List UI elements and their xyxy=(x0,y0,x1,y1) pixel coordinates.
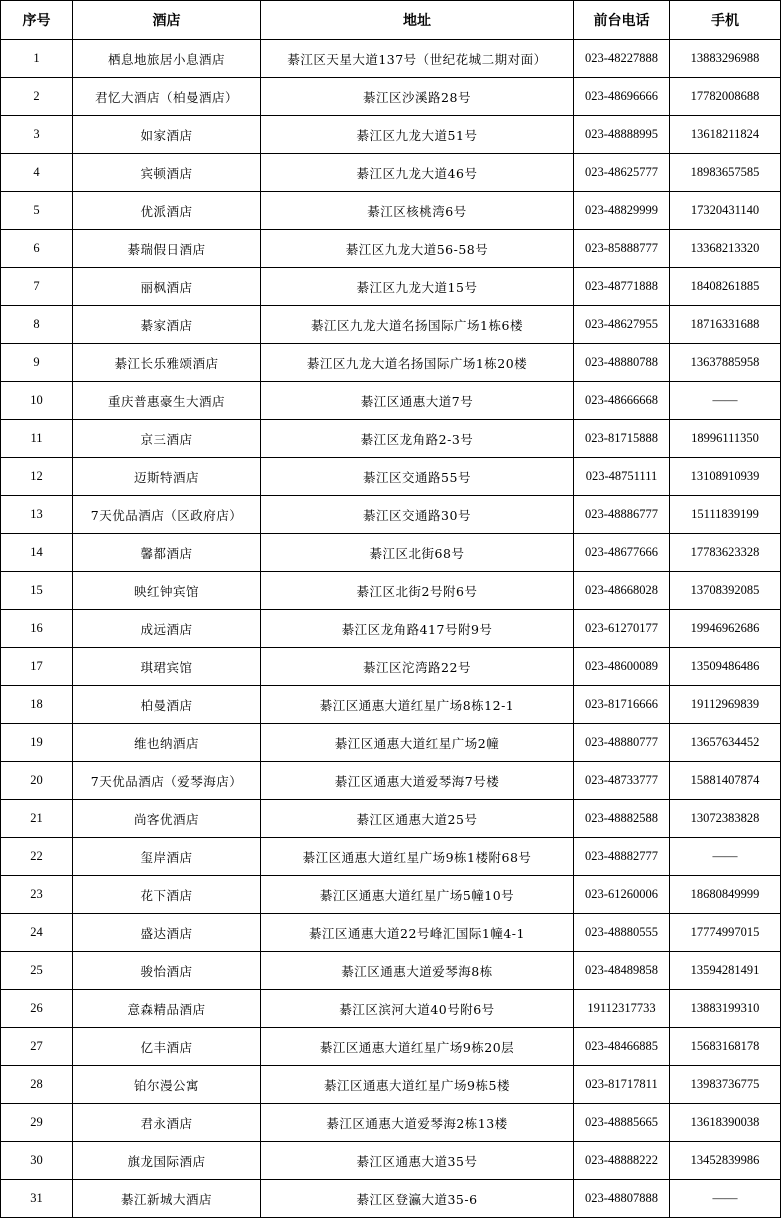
header-address: 地址 xyxy=(261,1,574,40)
header-front-desk-phone: 前台电话 xyxy=(574,1,670,40)
cell-hotel-name: 綦家酒店 xyxy=(73,306,261,344)
cell-address: 綦江区通惠大道爱琴海2栋13楼 xyxy=(261,1104,574,1142)
cell-no: 6 xyxy=(1,230,73,268)
cell-front-desk-phone: 023-48751111 xyxy=(574,458,670,496)
table-row xyxy=(1,192,781,230)
cell-front-desk-phone: 023-48829999 xyxy=(574,192,670,230)
cell-hotel-name: 映红钟宾馆 xyxy=(73,572,261,610)
cell-address: 綦江区通惠大道红星广场9栋1楼附68号 xyxy=(261,838,574,876)
cell-no: 20 xyxy=(1,762,73,800)
cell-front-desk-phone: 023-81715888 xyxy=(574,420,670,458)
cell-front-desk-phone: 023-48677666 xyxy=(574,534,670,572)
cell-address: 綦江区通惠大道爱琴海8栋 xyxy=(261,952,574,990)
table-row xyxy=(1,154,781,192)
cell-hotel-name: 盛达酒店 xyxy=(73,914,261,952)
cell-address: 綦江区九龙大道46号 xyxy=(261,154,574,192)
cell-address: 綦江区登瀛大道35-6 xyxy=(261,1180,574,1218)
cell-no: 18 xyxy=(1,686,73,724)
cell-address: 綦江区九龙大道15号 xyxy=(261,268,574,306)
cell-no: 31 xyxy=(1,1180,73,1218)
table-row xyxy=(1,344,781,382)
cell-hotel-name: 骏怡酒店 xyxy=(73,952,261,990)
cell-hotel-name: 重庆普惠豪生大酒店 xyxy=(73,382,261,420)
cell-mobile: 13072383828 xyxy=(670,800,781,838)
cell-mobile: 17320431140 xyxy=(670,192,781,230)
cell-hotel-name: 尚客优酒店 xyxy=(73,800,261,838)
table-row xyxy=(1,648,781,686)
cell-no: 24 xyxy=(1,914,73,952)
cell-no: 21 xyxy=(1,800,73,838)
cell-address: 綦江区沱湾路22号 xyxy=(261,648,574,686)
cell-mobile: 13657634452 xyxy=(670,724,781,762)
cell-hotel-name: 馨都酒店 xyxy=(73,534,261,572)
cell-no: 2 xyxy=(1,78,73,116)
cell-front-desk-phone: 023-48886777 xyxy=(574,496,670,534)
cell-no: 22 xyxy=(1,838,73,876)
cell-address: 綦江区九龙大道名扬国际广场1栋6楼 xyxy=(261,306,574,344)
cell-address: 綦江区九龙大道51号 xyxy=(261,116,574,154)
cell-mobile: 13368213320 xyxy=(670,230,781,268)
table-row xyxy=(1,952,781,990)
cell-mobile: —— xyxy=(670,838,781,876)
cell-hotel-name: 花下酒店 xyxy=(73,876,261,914)
table-row xyxy=(1,990,781,1028)
cell-no: 10 xyxy=(1,382,73,420)
table-row xyxy=(1,1142,781,1180)
cell-hotel-name: 成远酒店 xyxy=(73,610,261,648)
cell-address: 綦江区龙角路417号附9号 xyxy=(261,610,574,648)
cell-no: 23 xyxy=(1,876,73,914)
header-mobile: 手机 xyxy=(670,1,781,40)
cell-front-desk-phone: 023-48880777 xyxy=(574,724,670,762)
cell-mobile: 13594281491 xyxy=(670,952,781,990)
table-row xyxy=(1,686,781,724)
table-body xyxy=(1,40,781,1218)
cell-mobile: —— xyxy=(670,382,781,420)
cell-mobile: 13708392085 xyxy=(670,572,781,610)
cell-no: 30 xyxy=(1,1142,73,1180)
header-row xyxy=(1,1,781,40)
cell-hotel-name: 玺岸酒店 xyxy=(73,838,261,876)
cell-front-desk-phone: 023-48466885 xyxy=(574,1028,670,1066)
cell-no: 15 xyxy=(1,572,73,610)
cell-address: 綦江区通惠大道35号 xyxy=(261,1142,574,1180)
cell-hotel-name: 7天优品酒店（爱琴海店） xyxy=(73,762,261,800)
cell-hotel-name: 宾顿酒店 xyxy=(73,154,261,192)
cell-mobile: 18408261885 xyxy=(670,268,781,306)
cell-mobile: 18716331688 xyxy=(670,306,781,344)
cell-mobile: 15111839199 xyxy=(670,496,781,534)
cell-mobile: 15683168178 xyxy=(670,1028,781,1066)
cell-hotel-name: 綦瑞假日酒店 xyxy=(73,230,261,268)
cell-mobile: —— xyxy=(670,1180,781,1218)
cell-mobile: 15881407874 xyxy=(670,762,781,800)
cell-front-desk-phone: 023-81717811 xyxy=(574,1066,670,1104)
table-row xyxy=(1,382,781,420)
cell-no: 14 xyxy=(1,534,73,572)
cell-mobile: 18680849999 xyxy=(670,876,781,914)
cell-address: 綦江区通惠大道红星广场9栋5楼 xyxy=(261,1066,574,1104)
cell-no: 25 xyxy=(1,952,73,990)
cell-hotel-name: 君忆大酒店（柏曼酒店） xyxy=(73,78,261,116)
table-row xyxy=(1,724,781,762)
table-row xyxy=(1,1028,781,1066)
cell-hotel-name: 亿丰酒店 xyxy=(73,1028,261,1066)
cell-address: 綦江区通惠大道红星广场5幢10号 xyxy=(261,876,574,914)
cell-mobile: 18996111350 xyxy=(670,420,781,458)
cell-mobile: 13452839986 xyxy=(670,1142,781,1180)
table-row xyxy=(1,306,781,344)
cell-no: 5 xyxy=(1,192,73,230)
cell-front-desk-phone: 023-48880788 xyxy=(574,344,670,382)
cell-no: 1 xyxy=(1,40,73,78)
cell-front-desk-phone: 023-48227888 xyxy=(574,40,670,78)
cell-mobile: 13618211824 xyxy=(670,116,781,154)
cell-front-desk-phone: 023-48888995 xyxy=(574,116,670,154)
cell-address: 綦江区通惠大道25号 xyxy=(261,800,574,838)
cell-hotel-name: 7天优品酒店（区政府店） xyxy=(73,496,261,534)
cell-front-desk-phone: 023-48696666 xyxy=(574,78,670,116)
table-row xyxy=(1,534,781,572)
cell-mobile: 13108910939 xyxy=(670,458,781,496)
cell-address: 綦江区九龙大道名扬国际广场1栋20楼 xyxy=(261,344,574,382)
cell-address: 綦江区龙角路2-3号 xyxy=(261,420,574,458)
cell-mobile: 17782008688 xyxy=(670,78,781,116)
cell-front-desk-phone: 023-48666668 xyxy=(574,382,670,420)
cell-address: 綦江区通惠大道红星广场9栋20层 xyxy=(261,1028,574,1066)
cell-hotel-name: 京三酒店 xyxy=(73,420,261,458)
cell-no: 26 xyxy=(1,990,73,1028)
table-row xyxy=(1,420,781,458)
cell-front-desk-phone: 023-48807888 xyxy=(574,1180,670,1218)
table-row xyxy=(1,800,781,838)
cell-hotel-name: 柏曼酒店 xyxy=(73,686,261,724)
cell-address: 綦江区沙溪路28号 xyxy=(261,78,574,116)
cell-front-desk-phone: 19112317733 xyxy=(574,990,670,1028)
cell-address: 綦江区通惠大道7号 xyxy=(261,382,574,420)
table-header xyxy=(1,1,781,40)
cell-address: 綦江区滨河大道40号附6号 xyxy=(261,990,574,1028)
table-row xyxy=(1,458,781,496)
table-row xyxy=(1,1180,781,1218)
cell-address: 綦江区北街68号 xyxy=(261,534,574,572)
table-row xyxy=(1,838,781,876)
cell-no: 8 xyxy=(1,306,73,344)
table-row xyxy=(1,1104,781,1142)
table-row xyxy=(1,1066,781,1104)
cell-front-desk-phone: 023-48771888 xyxy=(574,268,670,306)
cell-mobile: 18983657585 xyxy=(670,154,781,192)
cell-mobile: 13637885958 xyxy=(670,344,781,382)
cell-mobile: 13883199310 xyxy=(670,990,781,1028)
cell-address: 綦江区天星大道137号（世纪花城二期对面） xyxy=(261,40,574,78)
table-row xyxy=(1,78,781,116)
table-row xyxy=(1,610,781,648)
cell-front-desk-phone: 023-48880555 xyxy=(574,914,670,952)
table-row xyxy=(1,762,781,800)
cell-mobile: 13983736775 xyxy=(670,1066,781,1104)
cell-address: 綦江区通惠大道爱琴海7号楼 xyxy=(261,762,574,800)
cell-front-desk-phone: 023-61260006 xyxy=(574,876,670,914)
cell-address: 綦江区通惠大道红星广场2幢 xyxy=(261,724,574,762)
cell-hotel-name: 铂尔漫公寓 xyxy=(73,1066,261,1104)
cell-address: 綦江区通惠大道红星广场8栋12-1 xyxy=(261,686,574,724)
cell-no: 9 xyxy=(1,344,73,382)
cell-front-desk-phone: 023-81716666 xyxy=(574,686,670,724)
cell-no: 17 xyxy=(1,648,73,686)
cell-no: 16 xyxy=(1,610,73,648)
table-row xyxy=(1,268,781,306)
cell-address: 綦江区北街2号附6号 xyxy=(261,572,574,610)
table-row xyxy=(1,876,781,914)
cell-no: 27 xyxy=(1,1028,73,1066)
cell-mobile: 13509486486 xyxy=(670,648,781,686)
cell-hotel-name: 君永酒店 xyxy=(73,1104,261,1142)
header-hotel: 酒店 xyxy=(73,1,261,40)
cell-mobile: 13618390038 xyxy=(670,1104,781,1142)
cell-hotel-name: 綦江新城大酒店 xyxy=(73,1180,261,1218)
table-row xyxy=(1,116,781,154)
cell-front-desk-phone: 023-48882777 xyxy=(574,838,670,876)
table-row xyxy=(1,572,781,610)
cell-hotel-name: 优派酒店 xyxy=(73,192,261,230)
cell-mobile: 13883296988 xyxy=(670,40,781,78)
cell-hotel-name: 旗龙国际酒店 xyxy=(73,1142,261,1180)
cell-front-desk-phone: 023-48668028 xyxy=(574,572,670,610)
cell-hotel-name: 如家酒店 xyxy=(73,116,261,154)
cell-front-desk-phone: 023-85888777 xyxy=(574,230,670,268)
cell-address: 綦江区交通路30号 xyxy=(261,496,574,534)
cell-hotel-name: 丽枫酒店 xyxy=(73,268,261,306)
cell-mobile: 19112969839 xyxy=(670,686,781,724)
cell-no: 29 xyxy=(1,1104,73,1142)
cell-front-desk-phone: 023-48733777 xyxy=(574,762,670,800)
cell-front-desk-phone: 023-48627955 xyxy=(574,306,670,344)
cell-no: 13 xyxy=(1,496,73,534)
cell-address: 綦江区交通路55号 xyxy=(261,458,574,496)
header-no: 序号 xyxy=(1,1,73,40)
cell-no: 7 xyxy=(1,268,73,306)
cell-front-desk-phone: 023-48888222 xyxy=(574,1142,670,1180)
cell-address: 綦江区核桃湾6号 xyxy=(261,192,574,230)
cell-front-desk-phone: 023-48885665 xyxy=(574,1104,670,1142)
cell-front-desk-phone: 023-48625777 xyxy=(574,154,670,192)
cell-no: 19 xyxy=(1,724,73,762)
cell-hotel-name: 维也纳酒店 xyxy=(73,724,261,762)
cell-mobile: 17774997015 xyxy=(670,914,781,952)
table-row xyxy=(1,40,781,78)
cell-no: 3 xyxy=(1,116,73,154)
cell-hotel-name: 綦江长乐雅颂酒店 xyxy=(73,344,261,382)
cell-no: 4 xyxy=(1,154,73,192)
cell-front-desk-phone: 023-48882588 xyxy=(574,800,670,838)
table-row xyxy=(1,496,781,534)
cell-hotel-name: 琪珺宾馆 xyxy=(73,648,261,686)
cell-front-desk-phone: 023-61270177 xyxy=(574,610,670,648)
cell-hotel-name: 意森精品酒店 xyxy=(73,990,261,1028)
cell-front-desk-phone: 023-48600089 xyxy=(574,648,670,686)
cell-mobile: 19946962686 xyxy=(670,610,781,648)
cell-address: 綦江区通惠大道22号峰汇国际1幢4-1 xyxy=(261,914,574,952)
cell-no: 28 xyxy=(1,1066,73,1104)
cell-mobile: 17783623328 xyxy=(670,534,781,572)
cell-front-desk-phone: 023-48489858 xyxy=(574,952,670,990)
cell-hotel-name: 迈斯特酒店 xyxy=(73,458,261,496)
cell-address: 綦江区九龙大道56-58号 xyxy=(261,230,574,268)
table-row xyxy=(1,230,781,268)
cell-hotel-name: 栖息地旅居小息酒店 xyxy=(73,40,261,78)
cell-no: 12 xyxy=(1,458,73,496)
table-row xyxy=(1,914,781,952)
cell-no: 11 xyxy=(1,420,73,458)
